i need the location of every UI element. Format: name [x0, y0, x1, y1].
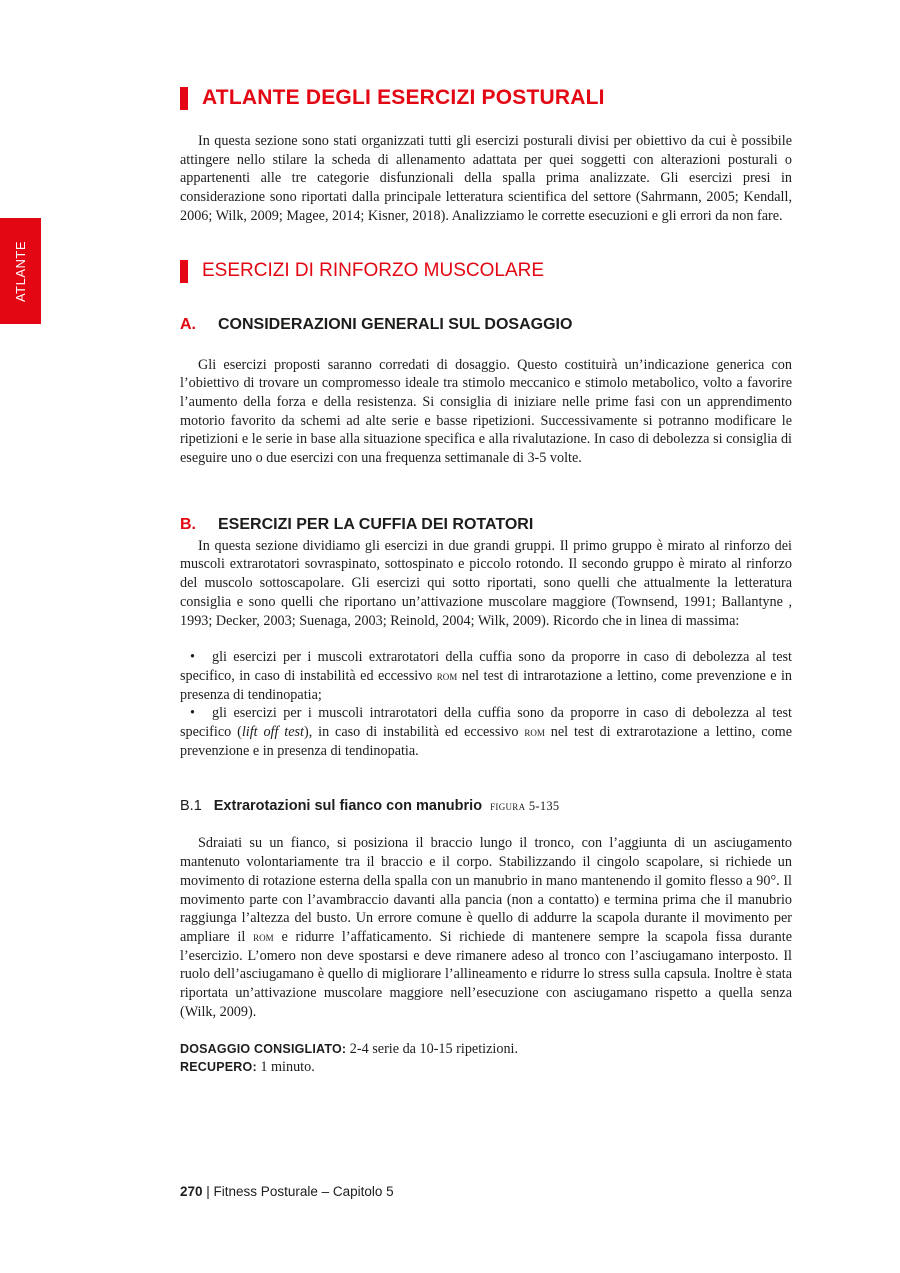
section-a-heading — [180, 316, 792, 334]
rom-abbreviation: rom — [436, 667, 458, 683]
section-marker-bar — [180, 260, 188, 283]
section-b-title: ESERCIZI PER LA CUFFIA DEI ROTATORI — [218, 515, 534, 533]
dosage-line — [180, 1040, 792, 1059]
section-b-paragraph: In questa sezione dividiamo gli esercizi in due grandi gruppi. Il primo gruppo è mirato al rinforzo dei muscoli extrarotatori sovraspinato, sottospinato e piccolo rotondo. Il secondo gruppo è mirato al rinforzo del muscolo sottoscapolare. Gli esercizi qui sotto riportati, sono quelli che attualmente la letteratura consiglia e sono quelli che riportano un’attivazione muscolare maggiore (Townsend, 1991; Ballantyne , 1993; Decker, 2003; Suenaga, 2003; Reinold, 2004; Wilk, 2009). Ricordo che in linea di massima: — [180, 537, 792, 629]
section-b-bullet-list — [180, 648, 792, 760]
exercise-b1-paragraph: Sdraiati su un fianco, si posiziona il braccio lungo il tronco, con l’aggiunta di un asciugamento mantenuto volontariamente tra il braccio e il corpo. Stabilizzando il cingolo scapolare, si richiede un movimento di rotazione esterna della spalla con un manubrio in mano mantenendo il gomito flesso a 90°. Il movimento parte con l’avambraccio davanti alla pancia (non a contatto) e termina prima che il manubrio raggiunga l’altezza del busto. Un errore comune è quello di addurre la scapola durante il movimento per ampliare il rom e ridurre l’affaticamento. Si richiede di mantenere sempre la scapola fissa durante l’esercizio. L’omero non deve spostarsi e deve rimanere adeso al tronco con l’asciugamano interposto. Il ruolo dell’asciugamano è quello di migliorare l’allineamento e ridurre lo stress sulla capsula. Inoltre è stata riportata un’attivazione muscolare maggiore nell’esecuzione con asciugamano rispetto a quella senza (Wilk, 2009). — [180, 835, 792, 1020]
section-b-letter: B. — [180, 515, 196, 533]
rest-value: 1 minuto. — [256, 1059, 315, 1076]
exercise-b1-heading — [180, 798, 792, 814]
dosage-value: 2-4 serie da 10-15 ripetizioni. — [346, 1040, 519, 1057]
section-b-heading — [180, 516, 792, 534]
exercise-b1-title: Extrarotazioni sul fianco con manubrio — [213, 798, 483, 815]
page-footer — [180, 1184, 394, 1199]
section-a-letter: A. — [180, 315, 196, 333]
rest-line — [180, 1058, 792, 1077]
intro-paragraph: In questa sezione sono stati organizzati tutti gli esercizi posturali divisi per obiettivo da cui è possibile attingere nello stilare la scheda di allenamento adattata per quei soggetti con alterazioni posturali o appartenenti alle tre categorie disfunzionali della spalla prima analizzate. Gli esercizi presi in considerazione sono riportati dalla principale letteratura scientifica del settore (Sahrmann, 2005; Kendall, 2006; Wilk, 2009; Magee, 2014; Kisner, 2018). Analizziamo le corrette esecuzioni e gli errori da non fare. — [180, 133, 792, 224]
footer-separator: | — [202, 1184, 214, 1199]
rom-abbreviation: rom — [253, 928, 274, 944]
section-a-paragraph: Gli esercizi proposti saranno corredati di dosaggio. Questo costituirà un’indicazione generica con l’obiettivo di trovare un compromesso ideale tra stimolo meccanico e stimolo metabolico, volto a favorire l’aumento della forza e della resistenza. Si consiglia di iniziare nelle prime fasi con un apprendimento motorio favorito da schemi ad alte serie e basse ripetizioni. Successivamente si potranno modificare le ripetizioni e le serie in base alla situazione specifica e alla rivalutazione. In caso di debolezza si consiglia di eseguire uno o due esercizi con una frequenza settimanale di 3-5 volte. — [180, 356, 792, 467]
side-tab-label: ATLANTE — [13, 240, 28, 302]
bullet-mark: • — [190, 649, 195, 666]
page-number: 270 — [180, 1184, 203, 1199]
dosage-label: DOSAGGIO CONSIGLIATO: — [180, 1041, 347, 1056]
page-title-text: ATLANTE DEGLI ESERCIZI POSTURALI — [202, 86, 605, 109]
section-a-title: CONSIDERAZIONI GENERALI SUL DOSAGGIO — [218, 315, 573, 333]
section-title — [180, 260, 792, 283]
rest-label: RECUPERO: — [180, 1060, 257, 1075]
rom-abbreviation: rom — [524, 724, 545, 740]
running-title: Fitness Posturale – Capitolo 5 — [213, 1184, 394, 1199]
page-title — [180, 86, 792, 110]
page-content — [180, 86, 792, 1077]
lift-off-test-term: lift off test — [241, 724, 304, 741]
title-marker-bar — [180, 87, 188, 110]
list-item: • gli esercizi per i muscoli extrarotatori della cuffia sono da proporre in caso di debolezza al test specifico, in caso di instabilità ed eccessivo rom nel test di intrarotazione a lettino, come prevenzione e in presenza di tendinopatia; — [180, 649, 792, 703]
list-item: • gli esercizi per i muscoli intrarotatori della cuffia sono da proporre in caso di debolezza al test specifico (lift off test), in caso di instabilità ed eccessivo rom nel test di extrarotazione a lettino, come prevenzione e in presenza di tendinopatia. — [180, 705, 792, 759]
side-tab-atlante — [0, 218, 41, 324]
figure-reference: figura 5-135 — [490, 799, 560, 814]
section-title-text: ESERCIZI DI RINFORZO MUSCOLARE — [202, 260, 545, 282]
exercise-b1-number: B.1 — [180, 798, 202, 815]
bullet-mark: • — [190, 705, 195, 722]
